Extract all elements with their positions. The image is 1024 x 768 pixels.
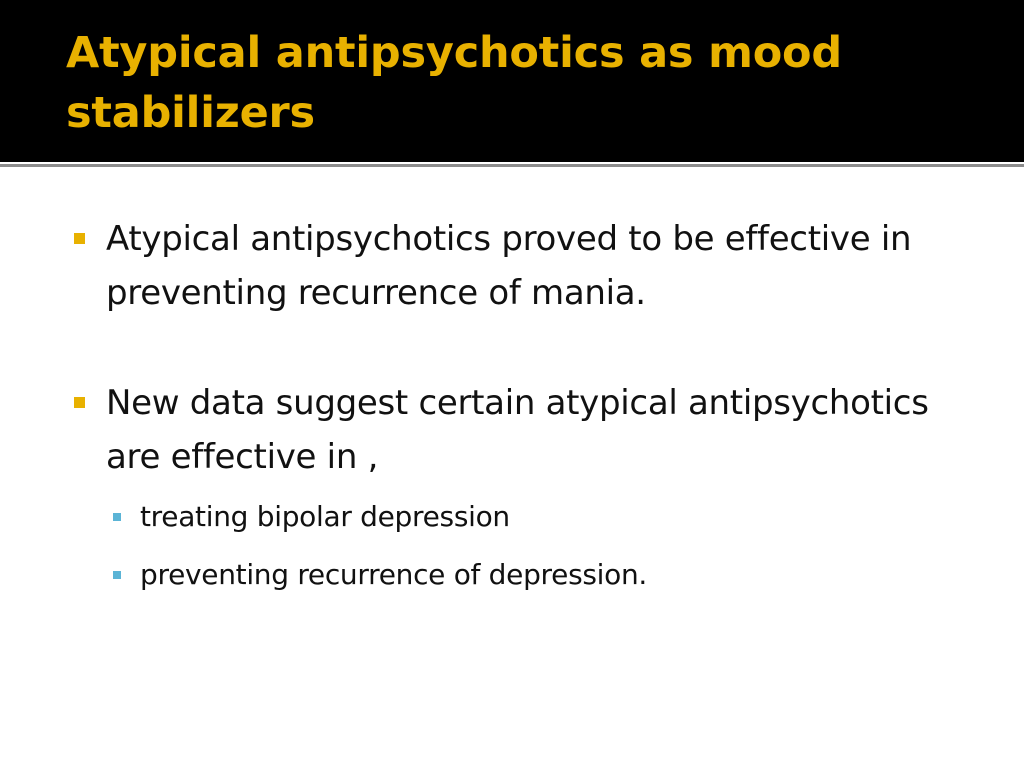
slide-title: Atypical antipsychotics as mood stabilizers	[66, 28, 842, 138]
small-square-bullet-icon	[113, 571, 121, 579]
sub-bullet-text: treating bipolar depression	[140, 500, 510, 533]
sub-bullet-item	[140, 497, 980, 537]
sub-bullet-text: preventing recurrence of depression.	[140, 558, 648, 591]
bullet-text: Atypical antipsychotics proved to be effective in preventing recurrence of mania.	[106, 219, 912, 313]
small-square-bullet-icon	[113, 513, 121, 521]
square-bullet-icon	[74, 233, 85, 244]
sub-bullet-item	[140, 555, 980, 595]
bullet-item	[106, 376, 986, 484]
bullet-text: New data suggest certain atypical antipsychotics are effective in ,	[106, 383, 929, 477]
square-bullet-icon	[74, 397, 85, 408]
bullet-item	[106, 212, 986, 320]
